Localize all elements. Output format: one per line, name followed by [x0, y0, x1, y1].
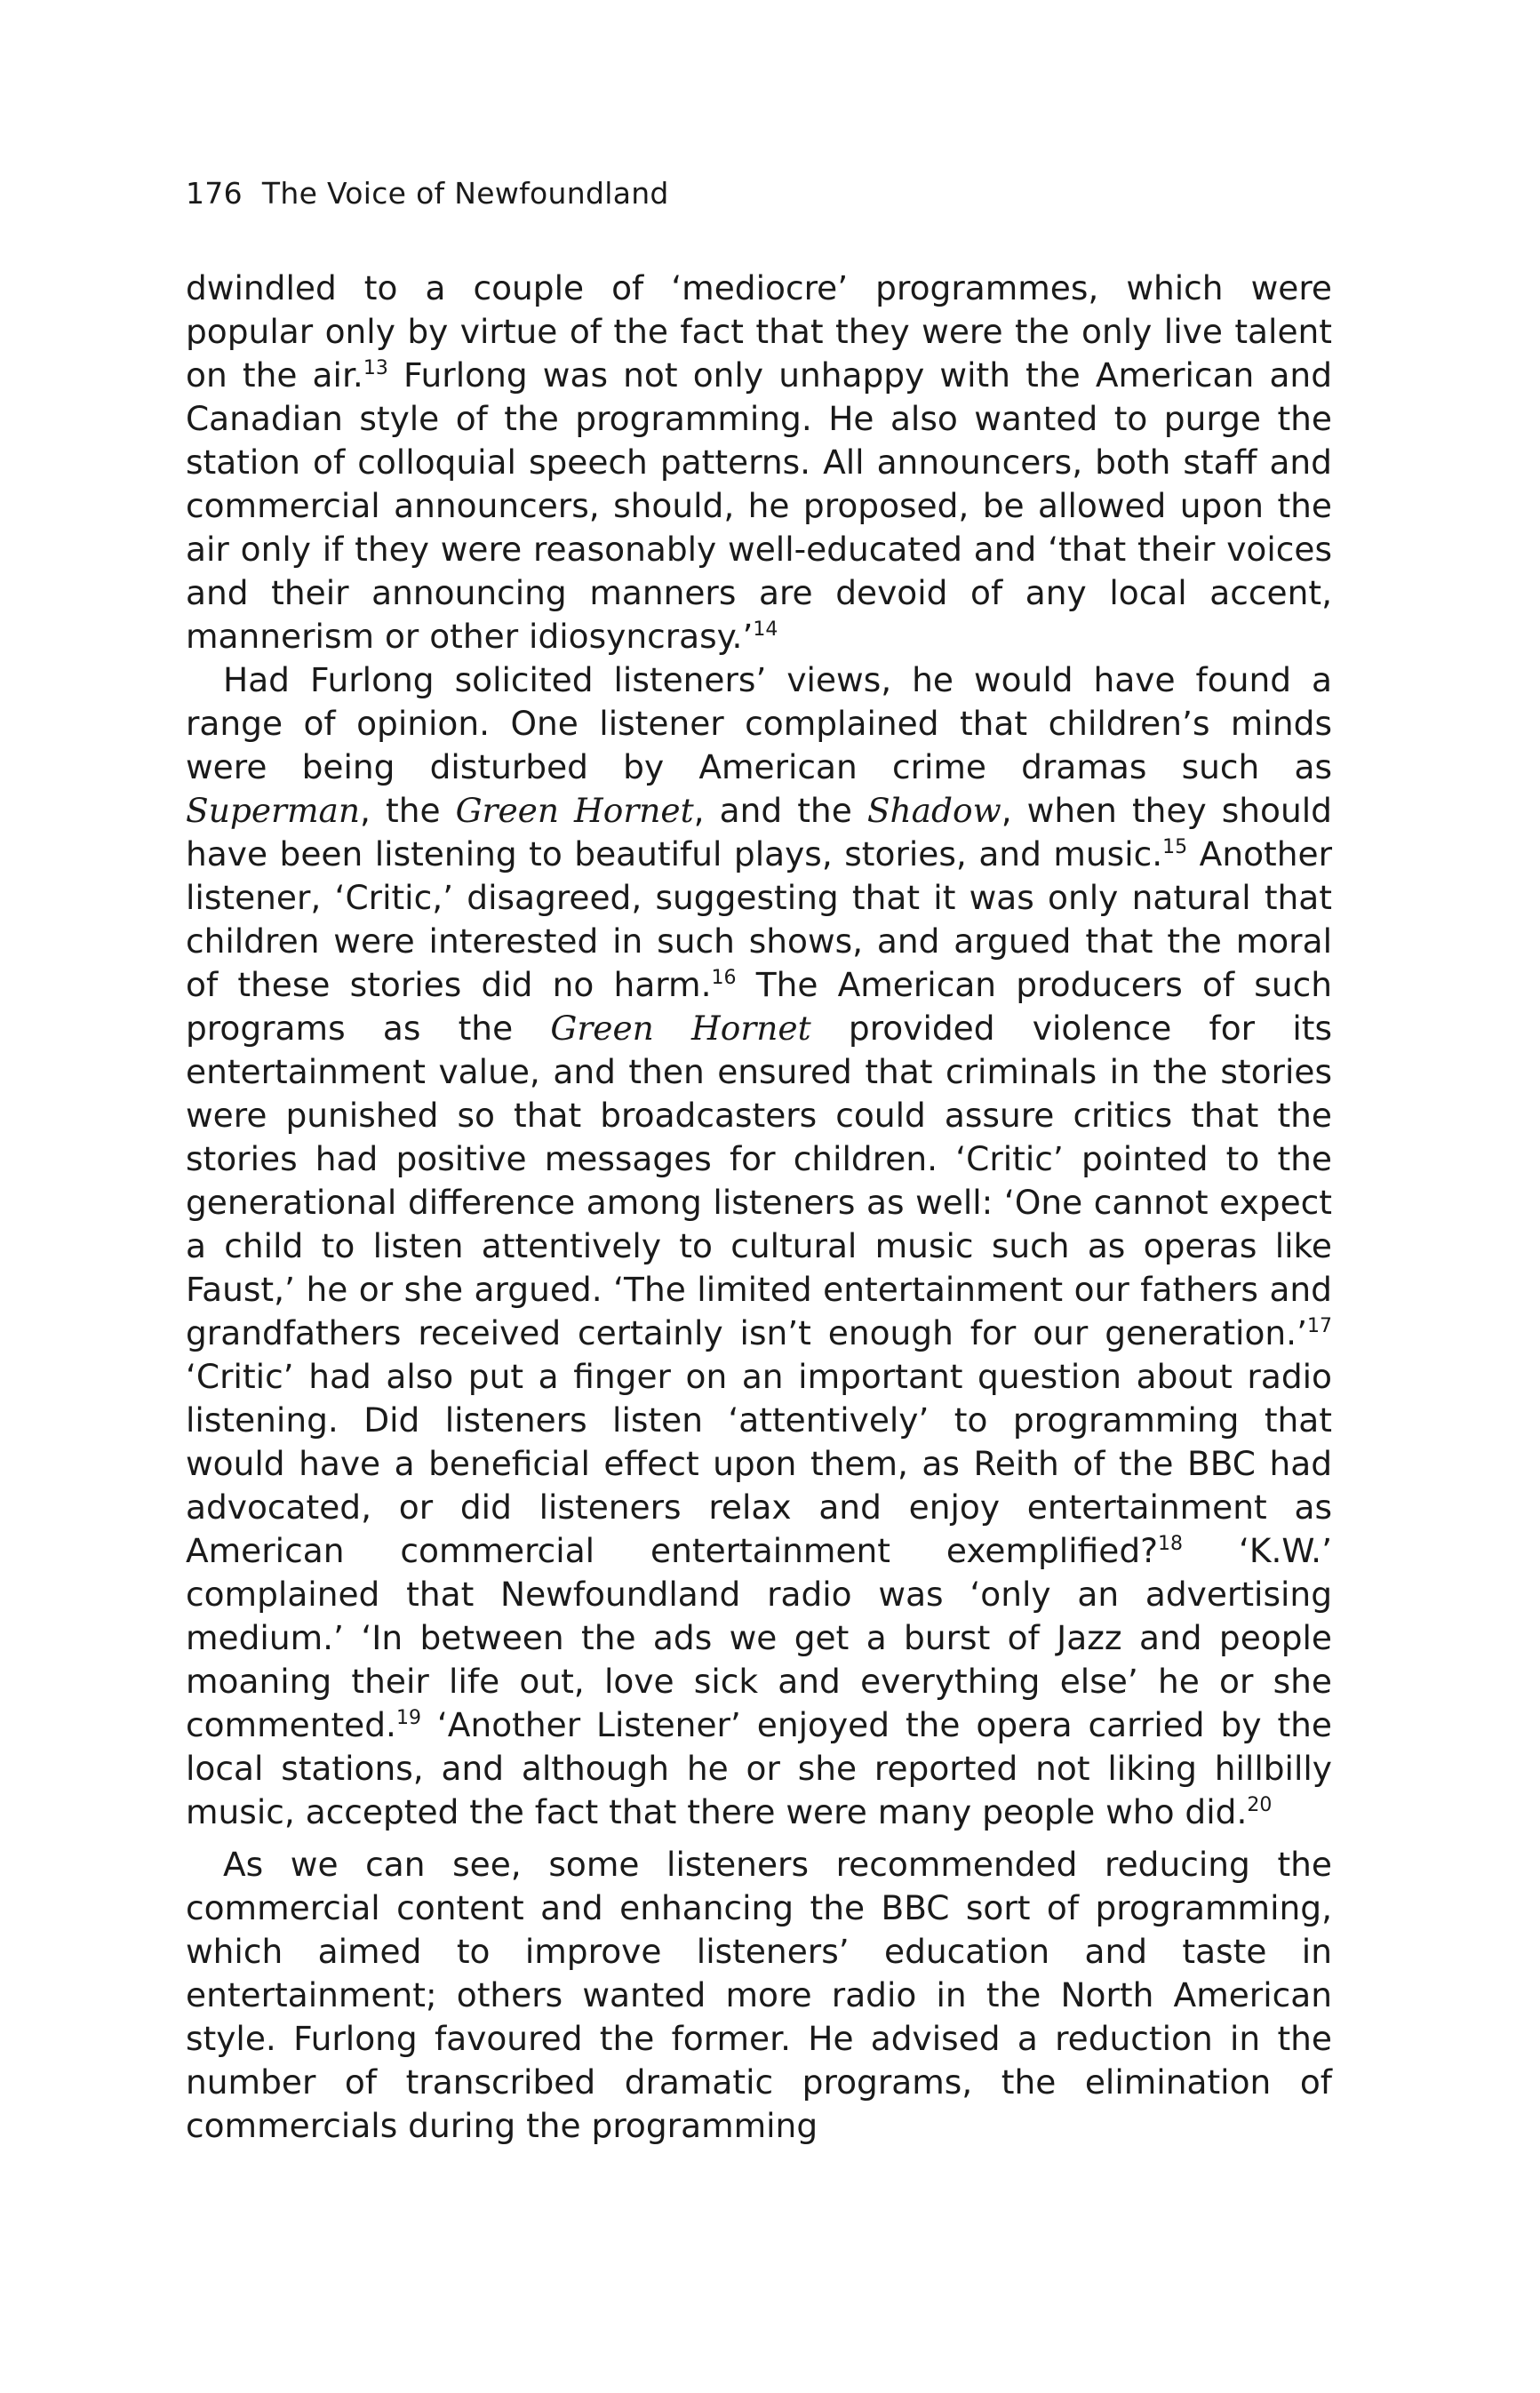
body-text [186, 267, 1332, 2148]
text-run: , when they should have been listening to beautiful plays, stories, and music. [186, 791, 1332, 873]
paragraph [186, 267, 1332, 658]
text-run: Another listener, ‘Critic,’ disagreed, suggesting that it was only natural that children were interested in such shows, and argued that the moral of these stories did no harm. [186, 834, 1332, 1004]
book-page [186, 176, 1332, 2148]
italic-title: Superman [186, 791, 361, 830]
text-run: , the [360, 791, 456, 830]
text-run: The American producers of such programs as the [186, 965, 1332, 1048]
text-run: ‘K.W.’ complained that Newfoundland radio was ‘only an advertising medium.’ ‘In between the ads we get a burst of Jazz and people moaning their life out, love sick and everything else’ he or she commented. [186, 1531, 1333, 1744]
text-run: ‘Another Listener’ enjoyed the opera carried by the local stations, and although he or she reported not liking hillbilly music, accepted the fact that there were many people who did. [186, 1705, 1332, 1831]
text-run: Furlong was not only unhappy with the American and Canadian style of the programming. He also wanted to purge the station of colloquial speech patterns. All announcers, both staff and commercial announcers, should, he proposed, be allowed upon the air only if they were reasonably well-educated and ‘that their voices and their announcing manners are devoid of any local accent, mannerism or other idiosyncrasy.’ [186, 355, 1332, 656]
footnote-marker: 16 [711, 967, 737, 989]
text-run: , and the [693, 791, 867, 830]
footnote-marker: 20 [1247, 1794, 1273, 1816]
text-run: dwindled to a couple of ‘mediocre’ programmes, which were popular only by virtue of the fact that they were the only live talent on the air. [186, 268, 1332, 395]
text-run: provided violence for its entertainment value, and then ensured that criminals in the stories were punished so that broadcasters could assure critics that the stories had positive messages for children. ‘Critic’ pointed to the generational difference among listeners as well: ‘One cannot expect a child to listen attentively to cultural music such as operas like Faust,’ he or she argued. ‘The limited entertainment our fathers and grandfathers received certainly isn’t enough for our generation.’ [186, 1009, 1332, 1352]
running-head [186, 176, 1332, 211]
footnote-marker: 19 [395, 1707, 421, 1729]
text-run: ‘Critic’ had also put a finger on an important question about radio listening. Did listeners listen ‘attentively’ to programming that would have a beneficial effect upon them, as Reith of the BBC had advocated, or did listeners relax and enjoy entertainment as American commercial entertainment exemplified? [186, 1357, 1332, 1570]
italic-title: Shadow [866, 791, 1001, 830]
footnote-marker: 14 [753, 618, 778, 641]
footnote-marker: 18 [1158, 1533, 1184, 1555]
footnote-marker: 13 [363, 357, 388, 379]
footnote-marker: 15 [1162, 836, 1188, 858]
footnote-marker: 17 [1307, 1315, 1332, 1337]
running-title: The Voice of Newfoundland [261, 176, 669, 211]
page-number: 176 [186, 176, 243, 211]
paragraph [186, 1843, 1332, 2148]
italic-title: Green Hornet [550, 1009, 811, 1048]
italic-title: Green Hornet [455, 791, 694, 830]
paragraph [186, 658, 1332, 1834]
text-run: Had Furlong solicited listeners’ views, he would have found a range of opinion. One listener complained that children’s minds were being disturbed by American crime dramas such as [186, 660, 1332, 786]
text-run: As we can see, some listeners recommended reducing the commercial content and enhancing the BBC sort of programming, which aimed to improve listeners’ education and taste in entertainment; others wanted more radio in the North American style. Furlong favoured the former. He advised a reduction in the number of transcribed dramatic programs, the elimination of commercials during the programming [186, 1845, 1332, 2145]
